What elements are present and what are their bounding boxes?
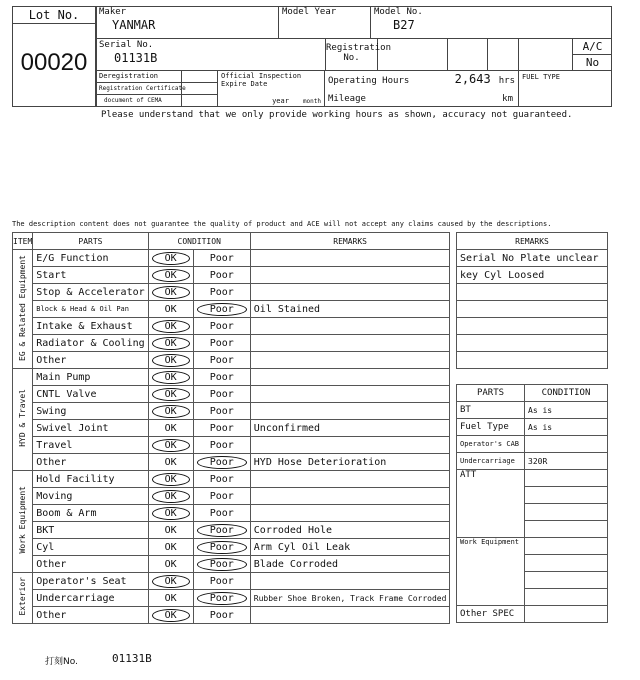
hrs-unit: hrs <box>498 76 515 86</box>
condition-poor-cell <box>193 539 250 556</box>
operating-hours-label: Operating Hours <box>328 76 410 86</box>
item-group-cell <box>13 369 33 471</box>
table-row <box>13 386 450 403</box>
poor-option: Poor <box>209 575 234 587</box>
poor-option: Poor <box>209 286 234 298</box>
side-remarks-row <box>457 335 608 352</box>
remarks-cell <box>250 250 450 267</box>
lot-label: Lot No. <box>12 6 96 24</box>
part-name: Radiator & Cooling <box>33 335 148 352</box>
condition-ok-cell <box>148 267 193 284</box>
poor-option: Poor <box>209 388 234 400</box>
ok-option: OK <box>152 609 190 622</box>
remarks-cell <box>250 607 450 624</box>
condition-ok-cell <box>148 505 193 522</box>
item-group-cell <box>13 250 33 369</box>
ok-option: OK <box>164 303 177 315</box>
spec-condition <box>525 538 608 555</box>
model-year-label: Model Year <box>282 7 337 17</box>
condition-poor-cell <box>193 437 250 454</box>
condition-ok-cell <box>148 284 193 301</box>
condition-ok-cell <box>148 539 193 556</box>
spec-row <box>457 436 608 453</box>
side-remarks-line <box>457 301 608 318</box>
spec-row <box>457 419 608 436</box>
side-remarks-row <box>457 250 608 267</box>
km-unit: km <box>502 94 513 104</box>
part-name: Travel <box>33 437 148 454</box>
ac-label: A/C <box>573 39 612 55</box>
condition-poor-cell <box>193 250 250 267</box>
condition-poor-cell <box>193 352 250 369</box>
condition-ok-cell <box>148 420 193 437</box>
ok-option: OK <box>152 371 190 384</box>
model-no-label: Model No. <box>374 7 423 17</box>
side-remarks-line <box>457 318 608 335</box>
part-name: Stop & Accelerator <box>33 284 148 301</box>
table-row <box>13 590 450 607</box>
side-remarks-row <box>457 352 608 369</box>
condition-ok-cell <box>148 471 193 488</box>
table-row <box>13 454 450 471</box>
ok-option: OK <box>152 388 190 401</box>
remarks-cell <box>250 573 450 590</box>
deregistration-label: Deregistration <box>96 71 182 83</box>
item-group-label: EG & Related Equipment <box>18 254 28 361</box>
part-name: CNTL Valve <box>33 386 148 403</box>
ok-option: OK <box>152 473 190 486</box>
part-name: BKT <box>33 522 148 539</box>
poor-option: Poor <box>209 354 234 366</box>
ok-option: OK <box>152 354 190 367</box>
spec-condition <box>525 470 608 487</box>
part-name: Other <box>33 352 148 369</box>
lot-number: 00020 <box>12 23 96 107</box>
part-name: Boom & Arm <box>33 505 148 522</box>
condition-ok-cell <box>148 590 193 607</box>
condition-ok-cell <box>148 573 193 590</box>
part-name: Operator's Seat <box>33 573 148 590</box>
spec-part: Operator's CAB <box>457 436 525 453</box>
ok-option: OK <box>152 269 190 282</box>
serial-cell <box>96 39 325 71</box>
hours-note: Please understand that we only provide working hours as shown, accuracy not guaranteed. <box>101 110 573 120</box>
table-row <box>13 284 450 301</box>
ok-option: OK <box>164 456 177 468</box>
poor-option: Poor <box>209 320 234 332</box>
spec-condition: As is <box>525 402 608 419</box>
table-row <box>13 250 450 267</box>
remarks-cell <box>250 403 450 420</box>
remarks-cell: Oil Stained <box>250 301 450 318</box>
registration-cell-2 <box>448 39 488 71</box>
condition-ok-cell <box>148 318 193 335</box>
ok-option: OK <box>152 507 190 520</box>
remarks-cell <box>250 488 450 505</box>
remarks-cell: HYD Hose Deterioration <box>250 454 450 471</box>
condition-poor-cell <box>193 488 250 505</box>
remarks-cell <box>250 352 450 369</box>
table-row <box>13 539 450 556</box>
poor-option: Poor <box>197 558 247 571</box>
condition-poor-cell <box>193 318 250 335</box>
table-row <box>13 505 450 522</box>
remarks-cell <box>250 335 450 352</box>
condition-poor-cell <box>193 267 250 284</box>
spec-table <box>456 384 608 623</box>
remarks-cell <box>250 318 450 335</box>
condition-table <box>12 232 450 624</box>
ok-option: OK <box>164 541 177 553</box>
spec-condition <box>525 521 608 538</box>
poor-option: Poor <box>197 456 247 469</box>
table-row <box>13 471 450 488</box>
ok-option: OK <box>152 252 190 265</box>
remarks-cell <box>250 437 450 454</box>
ac-value: No <box>573 55 612 71</box>
fuel-type-label: FUEL TYPE <box>522 73 560 81</box>
remarks-cell <box>250 386 450 403</box>
condition-ok-cell <box>148 454 193 471</box>
serial-label: Serial No. <box>99 40 154 50</box>
maker-value: YANMAR <box>112 18 156 32</box>
condition-poor-cell <box>193 454 250 471</box>
registration-certificate-label: Registration Certificate <box>96 83 182 95</box>
item-header: ITEM <box>13 233 33 250</box>
model-no-value: B27 <box>393 18 415 32</box>
condition-poor-cell <box>193 505 250 522</box>
registration-cell-3 <box>488 39 519 71</box>
item-group-label: HYD & Travel <box>18 389 28 447</box>
ok-option: OK <box>164 422 177 434</box>
spec-parts-header: PARTS <box>457 385 525 402</box>
ok-option: OK <box>152 337 190 350</box>
spec-row <box>457 538 608 555</box>
registration-cell-1 <box>378 39 448 71</box>
poor-option: Poor <box>197 592 247 605</box>
spec-part: Fuel Type <box>457 419 525 436</box>
work-equipment-label: Work Equipment <box>457 538 525 606</box>
remarks-cell <box>250 505 450 522</box>
model-no-cell <box>371 6 612 39</box>
side-remarks-line <box>457 284 608 301</box>
table-row <box>13 301 450 318</box>
side-remarks-row <box>457 284 608 301</box>
spec-condition <box>525 487 608 504</box>
spec-row <box>457 470 608 487</box>
part-name: Intake & Exhaust <box>33 318 148 335</box>
ok-option: OK <box>152 286 190 299</box>
operating-hours-value: 2,643 <box>454 72 491 86</box>
ok-option: OK <box>164 558 177 570</box>
remarks-cell: Corroded Hole <box>250 522 450 539</box>
table-row <box>13 267 450 284</box>
spec-condition <box>525 589 608 606</box>
part-name: E/G Function <box>33 250 148 267</box>
part-name: Hold Facility <box>33 471 148 488</box>
table-row <box>13 573 450 590</box>
spec-row <box>457 402 608 419</box>
part-name: Swing <box>33 403 148 420</box>
spec-row <box>457 453 608 470</box>
part-name: Undercarriage <box>33 590 148 607</box>
inspection-cell <box>218 71 325 107</box>
side-remarks-line <box>457 352 608 369</box>
cema-value <box>182 95 218 107</box>
part-name: Block & Head & Oil Pan <box>33 301 148 318</box>
condition-poor-cell <box>193 335 250 352</box>
remarks-cell: Blade Corroded <box>250 556 450 573</box>
spec-part: Undercarriage <box>457 453 525 470</box>
condition-ok-cell <box>148 301 193 318</box>
condition-poor-cell <box>193 386 250 403</box>
maker-cell <box>96 6 279 39</box>
table-row <box>13 352 450 369</box>
part-name: Cyl <box>33 539 148 556</box>
poor-option: Poor <box>209 269 234 281</box>
remarks-cell <box>250 369 450 386</box>
condition-ok-cell <box>148 386 193 403</box>
ok-option: OK <box>152 320 190 333</box>
condition-poor-cell <box>193 607 250 624</box>
poor-option: Poor <box>197 303 247 316</box>
inspection-label: Official Inspection Expire Date <box>221 72 302 88</box>
poor-option: Poor <box>209 337 234 349</box>
part-name: Start <box>33 267 148 284</box>
poor-option: Poor <box>209 371 234 383</box>
operating-hours-cell <box>325 71 519 107</box>
condition-poor-cell <box>193 369 250 386</box>
side-remarks-row <box>457 318 608 335</box>
condition-poor-cell <box>193 403 250 420</box>
spec-part: BT <box>457 402 525 419</box>
condition-poor-cell <box>193 590 250 607</box>
condition-ok-cell <box>148 403 193 420</box>
poor-option: Poor <box>209 490 234 502</box>
deregistration-value <box>182 71 218 83</box>
parts-header: PARTS <box>33 233 148 250</box>
table-row <box>13 437 450 454</box>
cema-label: document of CEMA <box>96 95 182 107</box>
part-name: Other <box>33 607 148 624</box>
spec-condition <box>525 436 608 453</box>
ok-option: OK <box>152 490 190 503</box>
item-group-label: Exterior <box>18 577 28 616</box>
poor-option: Poor <box>209 473 234 485</box>
poor-option: Poor <box>209 439 234 451</box>
stamp-value: 01131B <box>112 652 152 665</box>
remarks-cell: Unconfirmed <box>250 420 450 437</box>
ok-option: OK <box>152 439 190 452</box>
part-name: Main Pump <box>33 369 148 386</box>
spec-row <box>457 606 608 623</box>
condition-poor-cell <box>193 284 250 301</box>
registration-certificate-value <box>182 83 218 95</box>
disclaimer: The description content does not guarantee the quality of product and ACE will not accept any claims caused by the descriptions. <box>12 220 552 228</box>
remarks-cell <box>250 284 450 301</box>
year-label: year <box>272 97 289 105</box>
table-row <box>13 403 450 420</box>
item-group-cell <box>13 573 33 624</box>
poor-option: Poor <box>209 609 234 621</box>
condition-ok-cell <box>148 488 193 505</box>
part-name: Other <box>33 454 148 471</box>
poor-option: Poor <box>197 541 247 554</box>
condition-header: CONDITION <box>148 233 250 250</box>
side-remarks-row <box>457 301 608 318</box>
spec-condition: 320R <box>525 453 608 470</box>
condition-poor-cell <box>193 522 250 539</box>
ok-option: OK <box>164 524 177 536</box>
table-row <box>13 369 450 386</box>
remarks-cell <box>250 471 450 488</box>
item-group-label: Work Equipment <box>18 486 28 554</box>
model-year-cell <box>279 6 371 39</box>
registration-cell-4 <box>519 39 573 71</box>
side-remarks-line <box>457 335 608 352</box>
spec-condition <box>525 606 608 623</box>
remarks-cell: Rubber Shoe Broken, Track Frame Corroded <box>250 590 450 607</box>
condition-poor-cell <box>193 556 250 573</box>
spec-condition-header: CONDITION <box>525 385 608 402</box>
poor-option: Poor <box>197 524 247 537</box>
side-remarks-header: REMARKS <box>457 233 608 250</box>
poor-option: Poor <box>209 405 234 417</box>
table-row <box>13 335 450 352</box>
condition-ok-cell <box>148 607 193 624</box>
part-name: Swivel Joint <box>33 420 148 437</box>
ok-option: OK <box>152 405 190 418</box>
part-name: Other <box>33 556 148 573</box>
remarks-header: REMARKS <box>250 233 450 250</box>
side-remarks-table <box>456 232 608 369</box>
condition-poor-cell <box>193 420 250 437</box>
stamp-label: 打刻No. <box>45 657 78 667</box>
spec-condition <box>525 572 608 589</box>
table-row <box>13 420 450 437</box>
table-row <box>13 488 450 505</box>
ok-option: OK <box>164 592 177 604</box>
poor-option: Poor <box>209 252 234 264</box>
item-group-cell <box>13 471 33 573</box>
month-label: month <box>302 98 321 105</box>
side-remarks-row <box>457 267 608 284</box>
other-spec-label: Other SPEC <box>457 606 525 623</box>
condition-ok-cell <box>148 556 193 573</box>
part-name: Moving <box>33 488 148 505</box>
maker-label: Maker <box>99 7 127 17</box>
att-label: ATT <box>457 470 525 538</box>
registration-label: Registration No. <box>325 39 378 71</box>
serial-value: 01131B <box>114 51 158 65</box>
spec-condition <box>525 555 608 572</box>
table-row <box>13 556 450 573</box>
condition-poor-cell <box>193 301 250 318</box>
condition-ok-cell <box>148 369 193 386</box>
condition-poor-cell <box>193 573 250 590</box>
condition-ok-cell <box>148 352 193 369</box>
poor-option: Poor <box>209 507 234 519</box>
spec-condition <box>525 504 608 521</box>
condition-ok-cell <box>148 522 193 539</box>
ok-option: OK <box>152 575 190 588</box>
condition-ok-cell <box>148 250 193 267</box>
mileage-label: Mileage <box>328 94 366 104</box>
remarks-cell <box>250 267 450 284</box>
condition-ok-cell <box>148 335 193 352</box>
side-remarks-line: key Cyl Loosed <box>457 267 608 284</box>
condition-ok-cell <box>148 437 193 454</box>
remarks-cell: Arm Cyl Oil Leak <box>250 539 450 556</box>
condition-poor-cell <box>193 471 250 488</box>
table-row <box>13 318 450 335</box>
table-row <box>13 607 450 624</box>
poor-option: Poor <box>209 422 234 434</box>
spec-condition: As is <box>525 419 608 436</box>
table-row <box>13 522 450 539</box>
side-remarks-line: Serial No Plate unclear <box>457 250 608 267</box>
